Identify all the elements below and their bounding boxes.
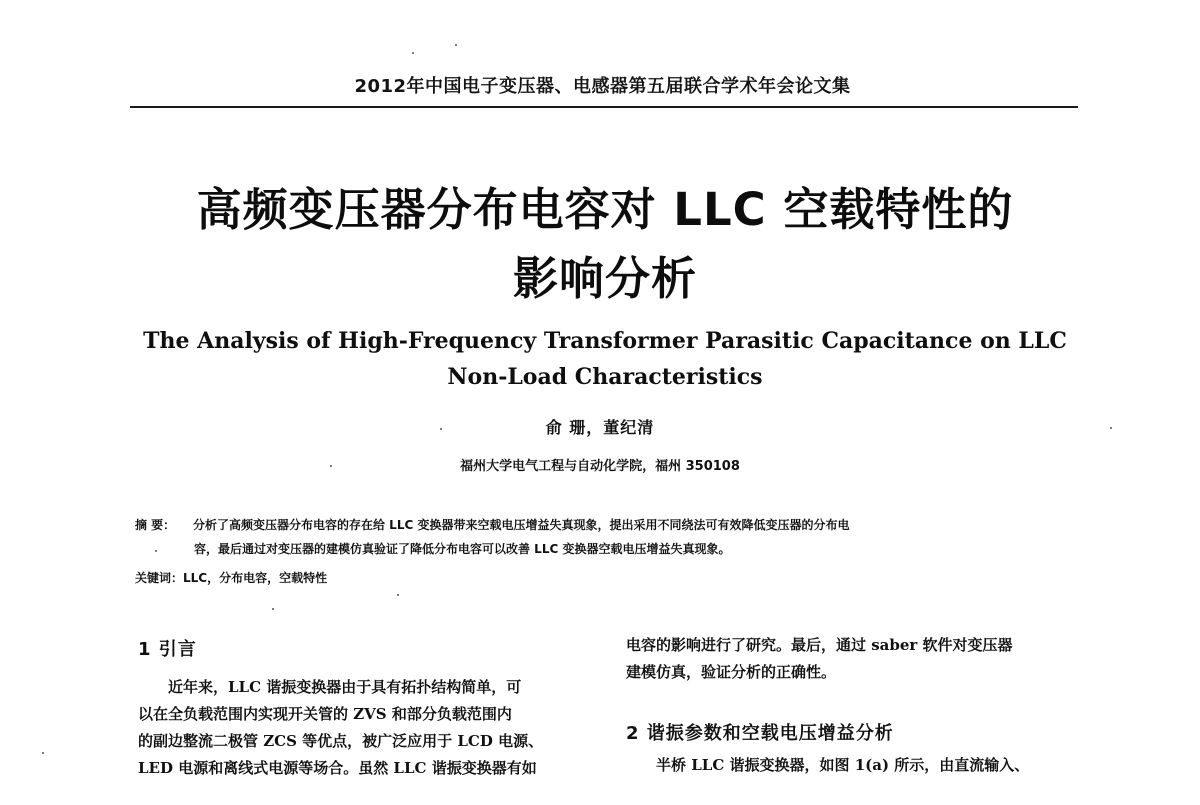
title-english-line-1: The Analysis of High-Frequency Transformer Parasitic Capacitance on LLC — [143, 328, 1067, 354]
scan-speck — [272, 608, 274, 610]
abstract-label: 摘 要： — [135, 518, 176, 532]
scan-speck — [455, 44, 457, 46]
title-chinese — [100, 175, 1110, 313]
left-paragraph-line: LED 电源和离线式电源等场合。虽然 LLC 谐振变换器有如 — [138, 759, 537, 777]
abstract-text-line-1: 分析了高频变压器分布电容的存在给 LLC 变换器带来空载电压增益失真现象，提出采用不同绕法可有效降低变压器的分布电 — [193, 518, 850, 532]
title-chinese-line-2: 影响分析 — [512, 252, 697, 305]
title-english — [100, 323, 1110, 395]
keywords — [135, 569, 1095, 586]
header-rule — [130, 106, 1078, 108]
right-column — [626, 632, 1088, 779]
left-paragraph-line: 近年来，LLC 谐振变换器由于具有拓扑结构简单，可 — [168, 678, 522, 696]
left-paragraph-line: 以在全负载范围内实现开关管的 ZVS 和部分负载范围内 — [138, 705, 512, 723]
title-chinese-line-1: 高频变压器分布电容对 LLC 空载特性的 — [196, 183, 1014, 236]
scan-speck — [1110, 427, 1112, 429]
left-column — [138, 632, 608, 782]
section-heading-intro: 1 引言 — [138, 639, 197, 660]
title-english-line-2: Non-Load Characteristics — [447, 364, 763, 390]
section-heading-resonance: 2 谐振参数和空载电压增益分析 — [626, 723, 894, 744]
affiliation: 福州大学电气工程与自动化学院，福州 350108 — [460, 459, 740, 474]
scan-speck — [42, 752, 44, 754]
right-paragraph-line: 电容的影响进行了研究。最后，通过 saber 软件对变压器 — [626, 636, 1013, 654]
right-paragraph-line: 建模仿真，验证分析的正确性。 — [626, 663, 837, 681]
abstract-text-line-2: 容，最后通过对变压器的建模仿真验证了降低分布电容可以改善 LLC 变换器空载电压增益失真现象。 — [194, 542, 731, 556]
keywords-label: 关键词： — [135, 571, 184, 585]
keywords-text: LLC，分布电容，空载特性 — [183, 571, 328, 585]
left-paragraph-line: 的副边整流二极管 ZCS 等优点，被广泛应用于 LCD 电源、 — [138, 732, 544, 750]
section-spacer — [626, 686, 1088, 716]
abstract — [135, 513, 1095, 561]
abstract-row-2 — [135, 537, 1095, 561]
scan-speck — [412, 52, 414, 54]
authors: 俞 珊，董纪清 — [545, 418, 655, 437]
scan-speck — [155, 550, 157, 552]
right-paragraph-line: 半桥 LLC 谐振变换器，如图 1(a) 所示，由直流输入、 — [656, 756, 1030, 774]
abstract-row-1 — [135, 513, 1095, 537]
scan-speck — [397, 594, 399, 596]
scan-speck — [440, 428, 442, 430]
scan-speck — [330, 465, 332, 467]
running-header: 2012年中国电子变压器、电感器第五届联合学术年会论文集 — [354, 76, 851, 97]
